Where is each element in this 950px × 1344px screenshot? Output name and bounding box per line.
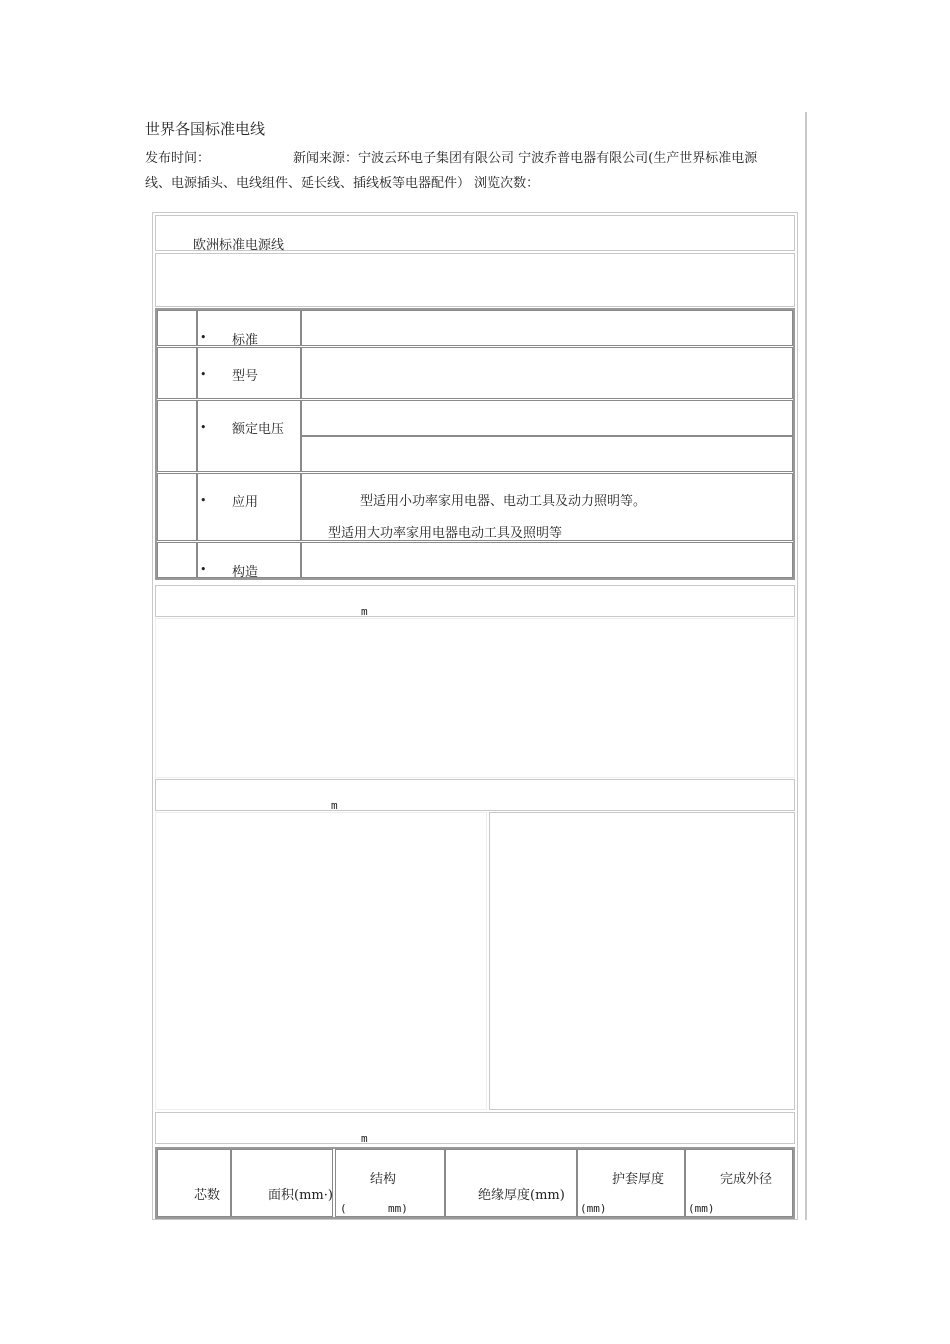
bullet-glyph: • xyxy=(200,368,207,381)
table-cell xyxy=(301,436,793,472)
col-sub-open: ( xyxy=(340,1202,347,1215)
image-area-left xyxy=(155,812,487,1110)
image-caption-box-2 xyxy=(155,779,795,811)
table-cell xyxy=(445,1149,577,1217)
cable-spec-header-table xyxy=(155,1147,795,1219)
table-cell xyxy=(197,400,301,472)
article-title: 世界各国标准电线 xyxy=(145,120,266,138)
table-cell xyxy=(157,347,197,399)
spec-table xyxy=(155,308,795,580)
application-line-2: 型适用大功率家用电器电动工具及照明等 xyxy=(328,526,563,541)
table-cell xyxy=(301,542,793,578)
article-meta-line-2: 线、电源插头、电线组件、延长线、插线板等电器配件） 浏览次数： xyxy=(145,176,540,191)
spec-label-model: 型号 xyxy=(232,369,259,384)
bullet-glyph: • xyxy=(200,563,207,576)
col-header-sheath: 护套厚度 xyxy=(612,1172,665,1187)
section-header-box xyxy=(155,215,795,251)
table-caption-box xyxy=(155,1112,795,1144)
section-title: 欧洲标准电源线 xyxy=(193,238,285,253)
table-cell xyxy=(197,473,301,541)
table-cell xyxy=(685,1149,793,1217)
table-cell xyxy=(197,347,301,399)
image-area-1 xyxy=(155,618,795,778)
table-cell xyxy=(301,347,793,399)
table-cell xyxy=(231,1149,333,1217)
spec-label-standard: 标准 xyxy=(232,333,259,348)
col-sub-mm: mm) xyxy=(388,1202,408,1215)
bullet-glyph: • xyxy=(200,421,207,434)
table-cell xyxy=(157,473,197,541)
table-cell xyxy=(197,542,301,578)
news-source: 新闻来源：宁波云环电子集团有限公司 宁波乔普电器有限公司(生产世界标准电源 xyxy=(293,151,758,166)
image-caption-box-1 xyxy=(155,585,795,617)
col-sub-mm: (mm) xyxy=(580,1202,607,1215)
right-border-line xyxy=(805,112,807,1220)
table-cell xyxy=(335,1149,445,1217)
col-header-insulation: 绝缘厚度(mm) xyxy=(478,1188,565,1203)
spec-label-application: 应用 xyxy=(232,495,259,510)
spec-label-voltage: 额定电压 xyxy=(232,422,285,437)
table-cell xyxy=(157,310,197,346)
unit-mark: m xyxy=(361,1132,368,1145)
col-header-diameter: 完成外径 xyxy=(720,1172,773,1187)
table-cell xyxy=(157,1149,231,1217)
col-header-area: 面积(mm·) xyxy=(268,1188,333,1203)
bullet-glyph: • xyxy=(200,494,207,507)
spec-label-construction: 构造 xyxy=(232,565,259,580)
col-header-structure: 结构 xyxy=(370,1172,397,1187)
unit-mark: m xyxy=(331,799,338,812)
table-cell xyxy=(157,400,197,472)
table-cell xyxy=(197,310,301,346)
col-sub-mm: (mm) xyxy=(688,1202,715,1215)
section-blank-row xyxy=(155,253,795,307)
table-cell xyxy=(577,1149,685,1217)
publish-time-label: 发布时间： xyxy=(145,151,211,166)
article-meta-line-1 xyxy=(145,147,758,166)
unit-mark: m xyxy=(361,605,368,618)
image-area-right xyxy=(489,812,795,1110)
application-line-1: 型适用小功率家用电器、电动工具及动力照明等。 xyxy=(360,494,647,509)
table-cell xyxy=(301,310,793,346)
table-cell xyxy=(157,542,197,578)
bullet-glyph: • xyxy=(200,331,207,344)
col-header-cores: 芯数 xyxy=(194,1188,221,1203)
table-cell xyxy=(301,400,793,436)
table-cell xyxy=(301,473,793,541)
